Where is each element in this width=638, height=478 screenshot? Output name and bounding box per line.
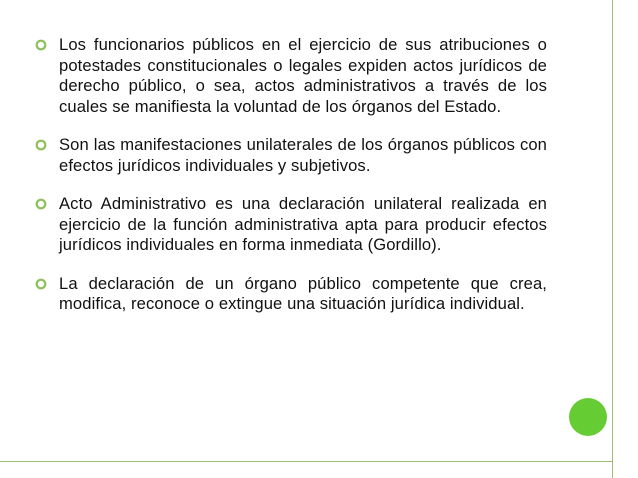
bullet-text: La declaración de un órgano público competente que crea, modifica, reconoce o extingue una situación jurídica individual. — [59, 273, 547, 313]
bullet-item-3 — [33, 194, 547, 256]
open-circle-bullet-icon — [33, 274, 49, 294]
slide-frame-right-border — [612, 0, 613, 478]
bullet-item-1 — [33, 35, 547, 117]
open-circle-bullet-icon — [33, 35, 49, 55]
open-circle-bullet-icon — [33, 135, 49, 155]
bullet-list — [33, 35, 547, 315]
bullet-text: Los funcionarios públicos en el ejercicio de sus atribuciones o potestades constitucionales o legales expiden actos jurídicos de derecho público, o sea, actos administrativos a través de los cuales se manifiesta la voluntad de los órganos del Estado. — [59, 35, 547, 116]
bullet-text: Acto Administrativo es una declaración unilateral realizada en ejercicio de la función administrativa apta para producir efectos jurídicos individuales en forma inmediata (Gordillo). — [59, 194, 547, 254]
bullet-item-4 — [33, 274, 547, 315]
bullet-text: Son las manifestaciones unilaterales de los órganos públicos con efectos jurídicos individuales y subjetivos. — [59, 135, 547, 175]
open-circle-bullet-icon — [33, 194, 49, 214]
bullet-item-2 — [33, 135, 547, 176]
slide-frame-bottom-border — [0, 461, 613, 462]
green-circle-accent — [569, 398, 607, 436]
